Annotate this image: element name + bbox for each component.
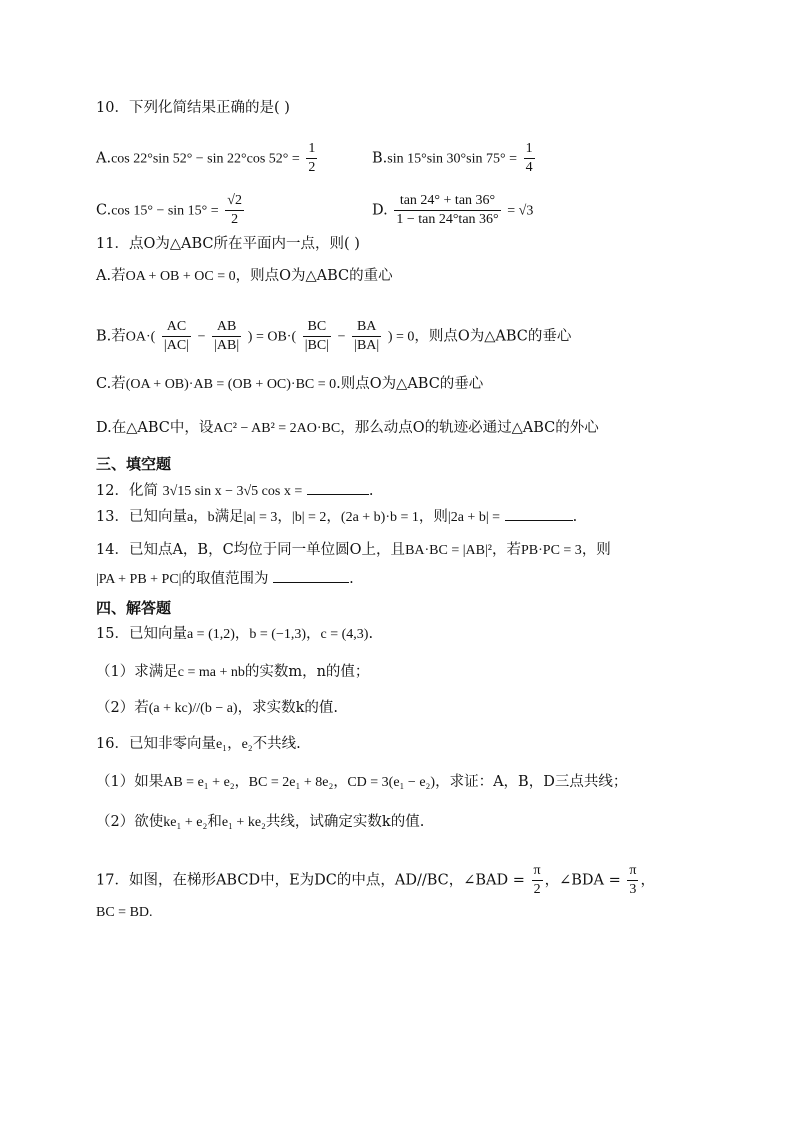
q16-part2: （2）欲使ke₁ + e₂和e₁ + ke₂共线，试确定实数k的值.: [96, 814, 425, 830]
q10-stem: 10．下列化简结果正确的是( ): [96, 100, 290, 116]
q15-stem: 15．已知向量a = (1,2)，b = (−1,3)，c = (4,3).: [96, 626, 374, 642]
answer-blank[interactable]: [273, 568, 349, 583]
section-solution-heading: 四、解答题: [96, 599, 172, 617]
q10-options-ab: [96, 128, 716, 175]
q16-part1: （1）如果AB = e₁ + e₂，BC = 2e₁ + 8e₂，CD = 3(e₁ − e₂)，求证：A，B，D三点共线；: [96, 774, 628, 790]
fraction: $\frac{BC}{|BC|}$: [304, 319, 330, 353]
fraction: $\frac{\tan 24^\circ + \tan 36^\circ}{1 - \tan 24^\circ\tan 36^\circ}$: [396, 193, 499, 227]
fraction: $\frac{\pi}{2}$: [533, 863, 541, 897]
q12: 12．化简 3√15 sin x − 3√5 cos x = .: [96, 480, 716, 502]
q14-line2: |PA + PB + PC|的取值范围为 .: [96, 568, 716, 590]
q10-option-d: D. $\frac{\tan 24^\circ + \tan 36^\circ}{1 - \tan 24^\circ\tan 36^\circ}$ = √3: [372, 193, 534, 227]
answer-blank[interactable]: [307, 480, 369, 495]
q10-options-cd: [96, 180, 716, 227]
q11-option-d: D.在△ABC中，设AC² − AB² = 2AO·BC，那么动点O的轨迹必通过△ABC的外心: [96, 420, 599, 436]
q11-stem: 11．点O为△ABC所在平面内一点，则( ): [96, 236, 360, 252]
q15-part1: （1）求满足c = ma + nb的实数m，n的值；: [96, 664, 370, 680]
q10-option-a: A.cos 22°sin 52° − sin 22°cos 52° = $\frac{1}{2}$: [96, 141, 316, 175]
q10-option-c: C.cos 15° − sin 15° = $\frac{√2}{2}$: [96, 193, 242, 227]
fraction: $\frac{AC}{|AC|}$: [163, 319, 189, 353]
q11-option-a: A.若OA + OB + OC = 0，则点O为△ABC的重心: [96, 268, 393, 284]
section-fill-in-heading: 三、填空题: [96, 455, 172, 473]
q15-part2: （2）若(a + kc)//(b − a)，求实数k的值.: [96, 700, 339, 716]
fraction: $\frac{BA}{|BA|}$: [354, 319, 380, 353]
q10-option-b: B.sin 15°sin 30°sin 75° = $\frac{1}{4}$: [372, 141, 533, 175]
q16-stem: 16．已知非零向量e₁，e₂不共线.: [96, 736, 301, 752]
fraction: $\frac{1}{2}$: [308, 141, 316, 175]
q17-line1: 17．如图，在梯形ABCD中，E为DC的中点，AD//BC，∠BAD = $\frac{\pi}{2}$ ，∠BDA = $\frac{\pi}{3}$ ，: [96, 863, 655, 897]
q17-line2: BC = BD.: [96, 905, 153, 920]
q14-line1: 14．已知点A，B，C均位于同一单位圆O上，且BA·BC = |AB|²，若PB·PC = 3，则: [96, 542, 611, 558]
fraction: $\frac{1}{4}$: [525, 141, 533, 175]
q13: 13．已知向量a，b满足|a| = 3，|b| = 2，(2a + b)·b = 1，则|2a + b| = .: [96, 506, 716, 528]
fraction: $\frac{\pi}{3}$: [629, 863, 637, 897]
fraction: $\frac{√2}{2}$: [227, 193, 242, 227]
fraction: $\frac{AB}{|AB|}$: [214, 319, 240, 353]
q11-option-b: B.若OA·( $\frac{AC}{|AC|}$ − $\frac{AB}{|AB|}$ ) = OB·( $\frac{BC}{|BC|}$ − $\frac{BA}{|BA|}$ ) = 0，则点O为△ABC的垂心: [96, 319, 572, 353]
answer-blank[interactable]: [505, 506, 573, 521]
q11-option-c: C.若(OA + OB)·AB = (OB + OC)·BC = 0.则点O为△ABC的垂心: [96, 376, 484, 392]
